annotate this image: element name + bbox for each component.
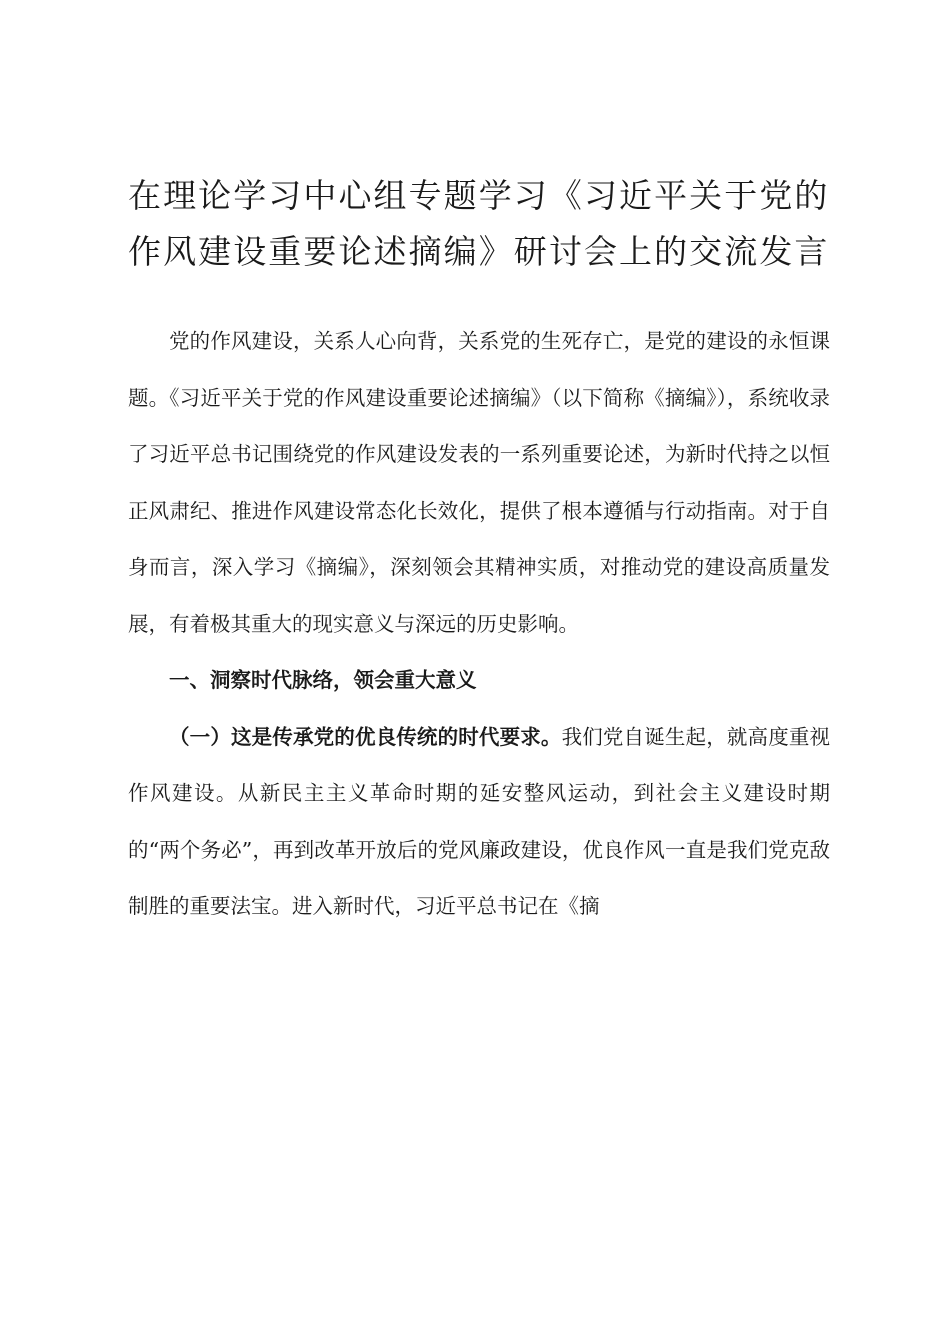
intro-paragraph: 党的作风建设，关系人心向背，关系党的生死存亡，是党的建设的永恒课题。《习近平关于党的作风建设重要论述摘编》（以下简称《摘编》），系统收录了习近平总书记围绕党的作风建设发表的一系列重要论述，为新时代持之以恒正风肃纪、推进作风建设常态化长效化，提供了根本遵循与行动指南。对于自身而言，深入学习《摘编》，深刻领会其精神实质，对推动党的建设高质量发展，有着极其重大的现实意义与深远的历史影响。 bbox=[128, 329, 830, 636]
subsection-lead-1: （一）这是传承党的优良传统的时代要求。 bbox=[169, 724, 562, 749]
title-line-2: 作风建设重要论述摘编》研讨会上的交流发言 bbox=[128, 232, 828, 271]
subsection-text-1: 我们党自诞生起，就高度重视作风建设。从新民主主义革命时期的延安整风运动，到社会主义建设时期的“两个务必”，再到改革开放后的党风廉政建设，优良作风一直是我们党克敌制胜的重要法宝。进入新时代，习近平总书记在《摘 bbox=[128, 724, 831, 918]
document-title bbox=[128, 168, 828, 280]
subsection-paragraph-1 bbox=[128, 709, 830, 935]
document-body bbox=[128, 313, 830, 935]
title-line-1: 在理论学习中心组专题学习《习近平关于党的 bbox=[128, 176, 828, 215]
section-heading-1: 一、洞察时代脉络，领会重大意义 bbox=[169, 668, 477, 692]
